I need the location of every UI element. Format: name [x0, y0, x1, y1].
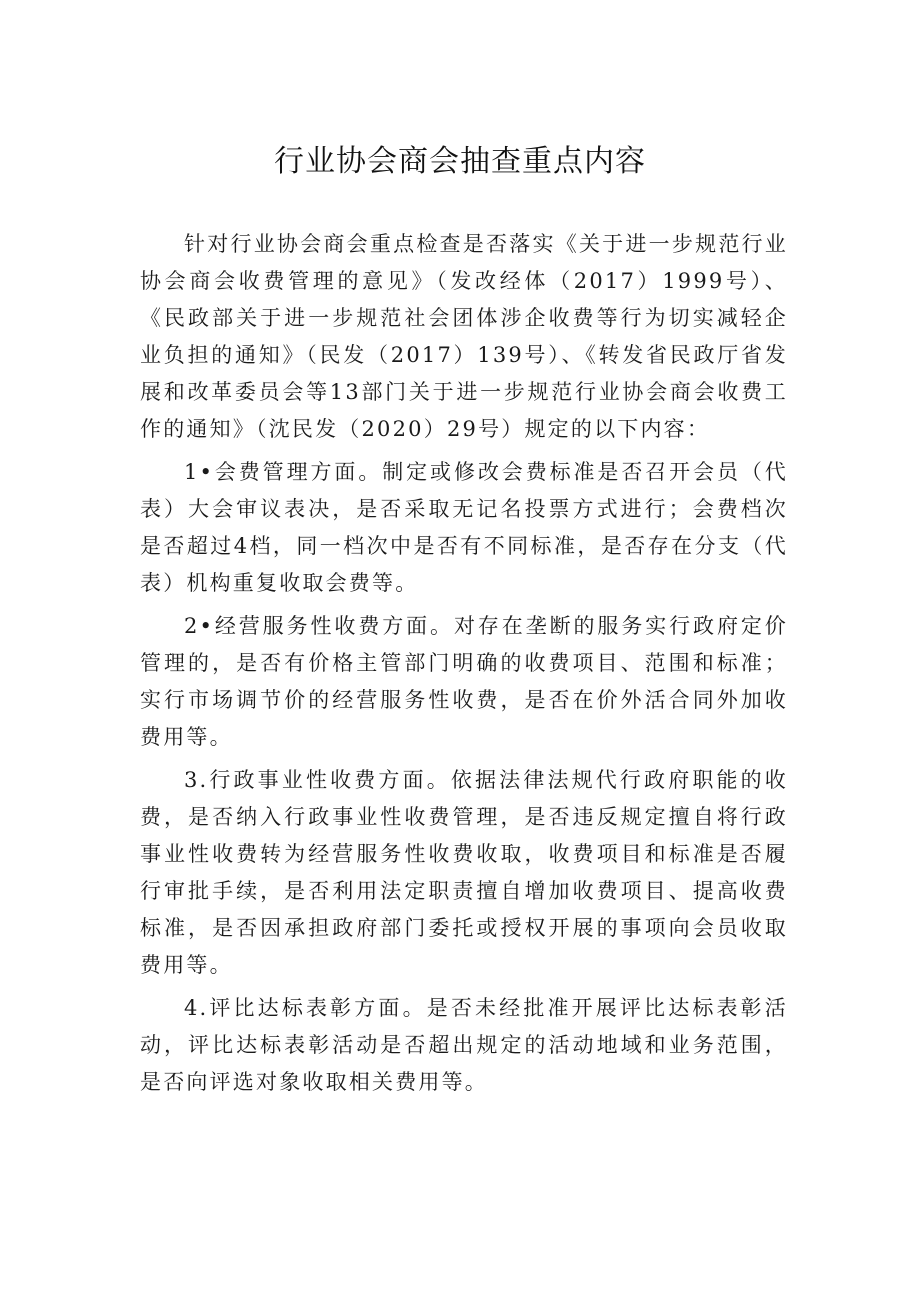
document-title: 行业协会商会抽查重点内容 [274, 144, 646, 179]
business-service-fee-paragraph: 2•经营服务性收费方面。对存在垄断的服务实行政府定价管理的，是否有价格主管部门明确的收费项目、范围和标准；实行市场调节价的经营服务性收费，是否在价外活合同外加收费用等。 [140, 614, 788, 749]
intro-paragraph: 针对行业协会商会重点检查是否落实《关于进一步规范行业协会商会收费管理的意见》（发改经体（2017）1999号）、《民政部关于进一步规范社会团体涉企收费等行为切实减轻企业负担的通知》（民发（2017）139号）、《转发省民政厅省发展和改革委员会等13部门关于进一步规范行业协会商会收费工作的通知》（沈民发（2020）29号）规定的以下内容： [140, 232, 788, 441]
membership-fee-paragraph: 1•会费管理方面。制定或修改会费标准是否召开会员（代表）大会审议表决，是否采取无记名投票方式进行；会费档次是否超过4档，同一档次中是否有不同标准，是否存在分支（代表）机构重复收取会费等。 [140, 460, 788, 595]
administrative-fee-paragraph: 3.行政事业性收费方面。依据法律法规代行政府职能的收费，是否纳入行政事业性收费管理，是否违反规定擅自将行政事业性收费转为经营服务性收费收取，收费项目和标准是否履行审批手续，是否利用法定职责擅自增加收费项目、提高收费标准，是否因承担政府部门委托或授权开展的事项向会员收取费用等。 [140, 768, 788, 977]
evaluation-commendation-paragraph: 4.评比达标表彰方面。是否未经批准开展评比达标表彰活动，评比达标表彰活动是否超出规定的活动地域和业务范围，是否向评选对象收取相关费用等。 [140, 996, 788, 1094]
document-body [140, 226, 788, 1101]
